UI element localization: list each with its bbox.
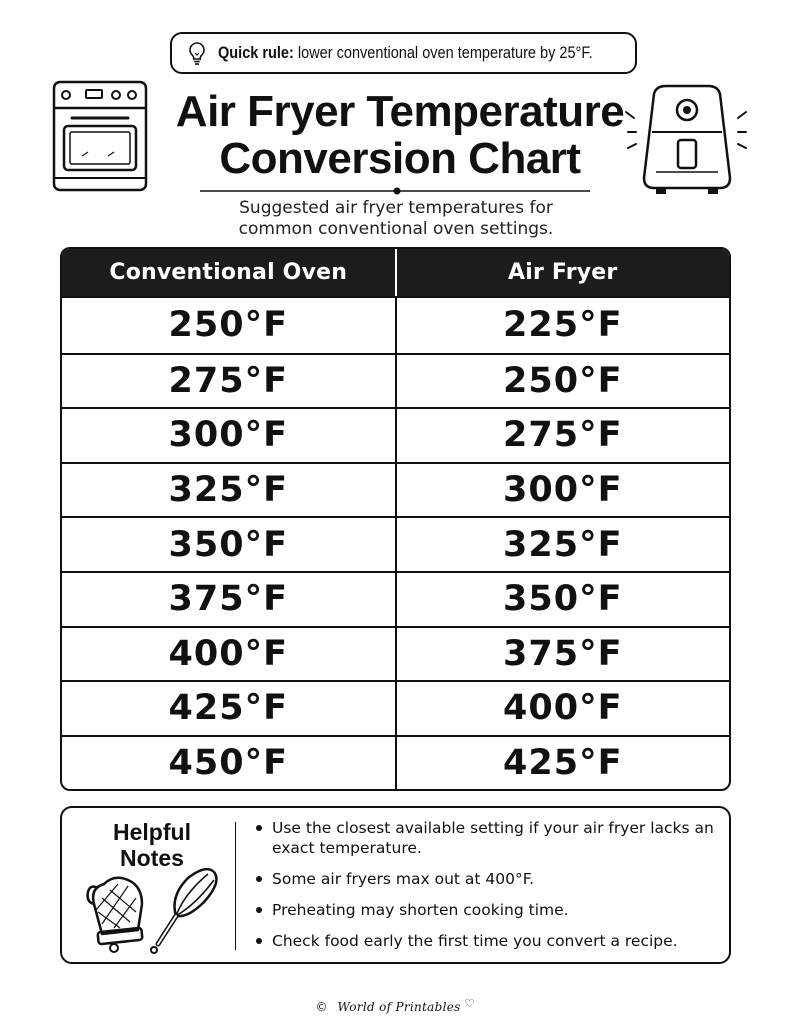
fryer-temp-cell: 375°F <box>395 628 730 681</box>
brand-name: World of Printables <box>337 1000 461 1014</box>
table-row <box>62 462 729 517</box>
table-row <box>62 735 729 790</box>
list-item: Check food early the first time you convert a recipe. <box>256 931 721 951</box>
oven-temp-cell: 425°F <box>168 688 288 729</box>
list-item: Some air fryers max out at 400°F. <box>256 869 721 889</box>
oven-temp-cell: 300°F <box>168 415 288 456</box>
conversion-table <box>60 247 731 791</box>
table-row <box>62 516 729 571</box>
quick-rule-text <box>218 44 593 63</box>
fryer-temp-cell: 300°F <box>395 464 730 517</box>
table-row <box>62 353 729 408</box>
list-item: Preheating may shorten cooking time. <box>256 900 721 920</box>
page-subtitle <box>190 198 602 240</box>
table-row <box>62 298 729 353</box>
subtitle-line-2: common conventional oven settings. <box>238 219 554 239</box>
quick-rule-banner <box>170 32 637 74</box>
copyright-symbol: © <box>315 1000 328 1014</box>
quick-rule-body: lower conventional oven temperature by 25°F. <box>293 43 593 62</box>
notes-list <box>256 818 721 962</box>
header-air-fryer: Air Fryer <box>395 249 730 296</box>
oven-temp-cell: 250°F <box>168 305 288 346</box>
table-row <box>62 626 729 681</box>
oven-temp-cell: 325°F <box>168 470 288 511</box>
fryer-temp-cell: 350°F <box>395 573 730 626</box>
heart-icon: ♡ <box>464 996 475 1010</box>
oven-temp-cell: 275°F <box>168 360 288 401</box>
list-item: Use the closest available setting if your air fryer lacks an exact temperature. <box>256 818 721 858</box>
oven-temp-cell: 450°F <box>168 743 288 784</box>
fryer-temp-cell: 275°F <box>395 409 730 462</box>
oven-mitt-icon <box>88 878 143 952</box>
notes-title-line-1: Helpful <box>113 819 191 845</box>
table-row <box>62 571 729 626</box>
oven-temp-cell: 400°F <box>168 633 288 674</box>
table-header <box>62 249 729 298</box>
fryer-temp-cell: 225°F <box>395 298 730 353</box>
page-title <box>150 88 650 182</box>
oven-temp-cell: 350°F <box>168 524 288 565</box>
fryer-temp-cell: 325°F <box>395 518 730 571</box>
oven-icon <box>52 80 148 194</box>
table-row <box>62 680 729 735</box>
title-line-1: Air Fryer Temperature <box>175 87 625 136</box>
whisk-icon <box>151 869 216 953</box>
fryer-temp-cell: 250°F <box>395 355 730 408</box>
header-conventional-oven: Conventional Oven <box>109 260 348 285</box>
footer <box>300 996 490 1018</box>
oven-temp-cell: 375°F <box>168 579 288 620</box>
table-body <box>62 298 729 789</box>
title-divider <box>200 186 590 196</box>
quick-rule-label: Quick rule: <box>218 43 294 62</box>
notes-title-line-2: Notes <box>120 845 184 871</box>
lightbulb-icon <box>186 40 208 66</box>
title-line-2: Conversion Chart <box>219 134 581 183</box>
subtitle-line-1: Suggested air fryer temperatures for <box>239 198 553 218</box>
fryer-temp-cell: 425°F <box>395 737 730 790</box>
table-row <box>62 407 729 462</box>
fryer-temp-cell: 400°F <box>395 682 730 735</box>
notes-illustration <box>84 864 224 956</box>
notes-divider <box>235 822 236 950</box>
